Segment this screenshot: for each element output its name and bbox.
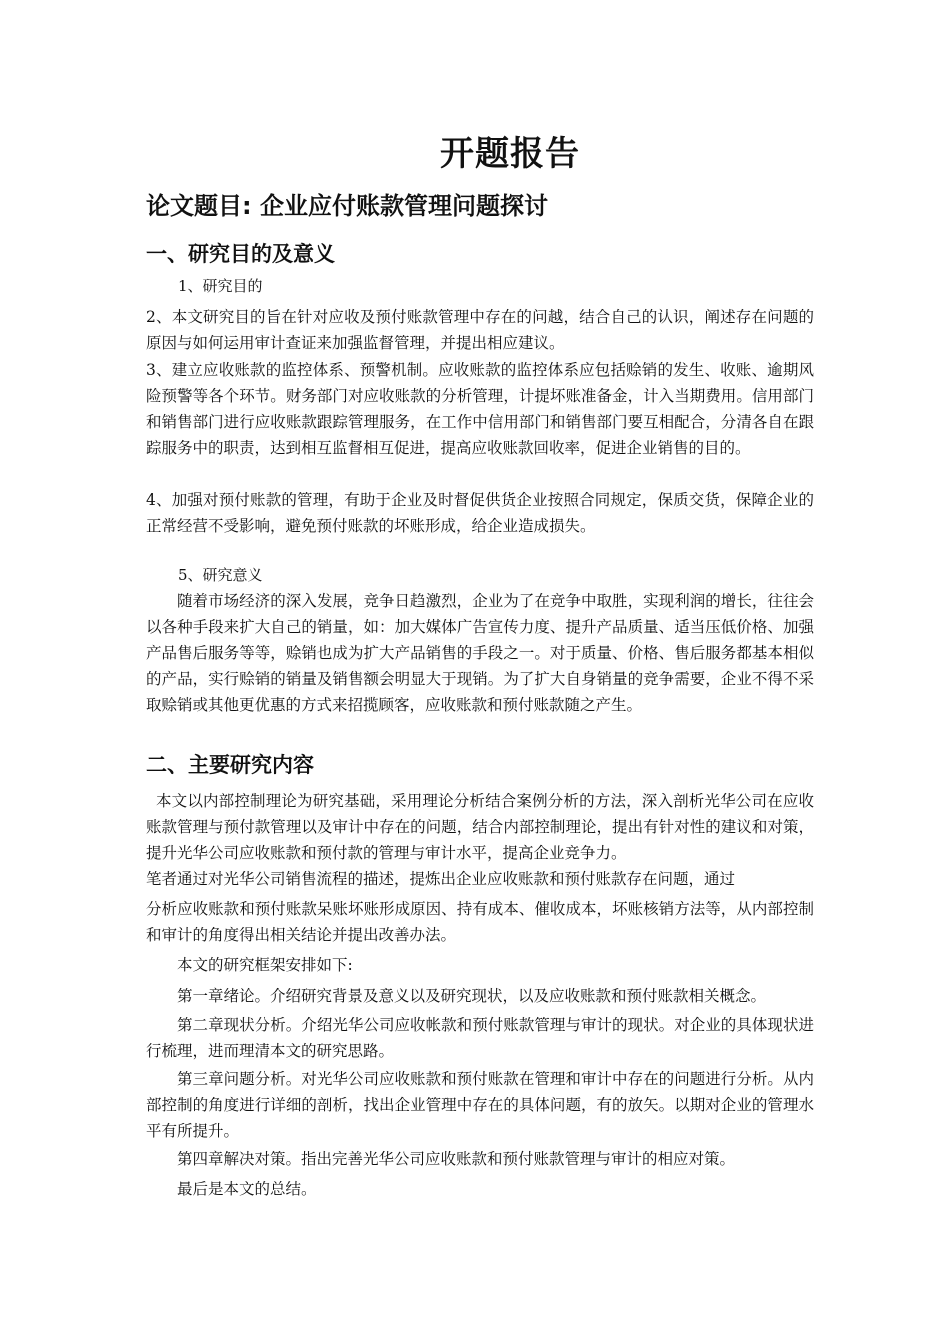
chapter-1: 第一章绪论。介绍研究背景及意义以及研究现状，以及应收账款和预付账款相关概念。 — [177, 987, 767, 1005]
thesis-title: 论文题目: 企业应付账款管理问题探讨 — [146, 192, 548, 220]
paragraph-content-2a: 笔者通过对光华公司销售流程的描述，提炼出企业应收账款和预付账款存在问题，通过 — [146, 870, 736, 888]
paragraph-2: 2、本文研究目的旨在针对应收及预付账款管理中存在的问越，结合自己的认识，阐述存在问题的原因与如何运用审计查证来加强监督管理，并提出相应建议。 — [146, 308, 814, 352]
chapter-4: 第四章解决对策。指出完善光华公司应收账款和预付账款管理与审计的相应对策。 — [177, 1150, 736, 1168]
paragraph-content-2b: 分析应收账款和预付账款呆账坏账形成原因、持有成本、催收成本，坏账核销方法等，从内部控制和审计的角度得出相关结论并提出改善办法。 — [146, 900, 814, 944]
section-heading-content: 二、主要研究内容 — [146, 753, 314, 777]
page-title: 开题报告 — [440, 134, 580, 174]
paragraph-content-1: 本文以内部控制理论为研究基础，采用理论分析结合案例分析的方法，深入剖析光华公司在应收账款管理与预付款管理以及审计中存在的问题，结合内部控制理论，提出有针对性的建议和对策，提升光华公司应收账款和预付款的管理与审计水平，提高企业竞争力。 — [146, 792, 814, 862]
subheading-research-purpose: 1、研究目的 — [178, 277, 263, 295]
chapter-3: 第三章问题分析。对光华公司应收账款和预付账款在管理和审计中存在的问题进行分析。从内部控制的角度进行详细的剖析，找出企业管理中存在的具体问题，有的放矢。以期对企业的管理水平有所提升。 — [146, 1070, 814, 1140]
conclusion-line: 最后是本文的总结。 — [177, 1180, 317, 1198]
subheading-research-significance: 5、研究意义 — [178, 566, 263, 584]
paragraph-4: 4、加强对预付账款的管理，有助于企业及时督促供货企业按照合同规定，保质交货，保障企业的正常经营不受影响，避免预付账款的坏账形成，给企业造成损失。 — [146, 491, 814, 535]
paragraph-significance: 随着市场经济的深入发展，竞争日趋激烈，企业为了在竞争中取胜，实现利润的增长，往往会以各种手段来扩大自己的销量，如：加大媒体广告宣传力度、提升产品质量、适当压低价格、加强产品售后服务等等，赊销也成为扩大产品销售的手段之一。对于质量、价格、售后服务都基本相似的产品，实行赊销的销量及销售额会明显大于现销。为了扩大自身销量的竞争需要，企业不得不采取赊销或其他更优惠的方式来招揽顾客，应收账款和预付账款随之产生。 — [146, 592, 814, 714]
paragraph-framework-intro: 本文的研究框架安排如下: — [177, 956, 353, 974]
chapter-2: 第二章现状分析。介绍光华公司应收帐款和预付账款管理与审计的现状。对企业的具体现状进行梳理，进而理清本文的研究思路。 — [146, 1016, 814, 1060]
paragraph-3: 3、建立应收账款的监控体系、预警机制。应收账款的监控体系应包括赊销的发生、收账、逾期风险预警等各个环节。财务部门对应收账款的分析管理，计提坏账准备金，计入当期费用。信用部门和销售部门进行应收账款跟踪管理服务，在工作中信用部门和销售部门要互相配合，分清各自在跟踪服务中的职责，达到相互监督相互促进，提高应收账款回收率，促进企业销售的目的。 — [146, 361, 814, 457]
section-heading-purpose: 一、研究目的及意义 — [146, 242, 335, 266]
